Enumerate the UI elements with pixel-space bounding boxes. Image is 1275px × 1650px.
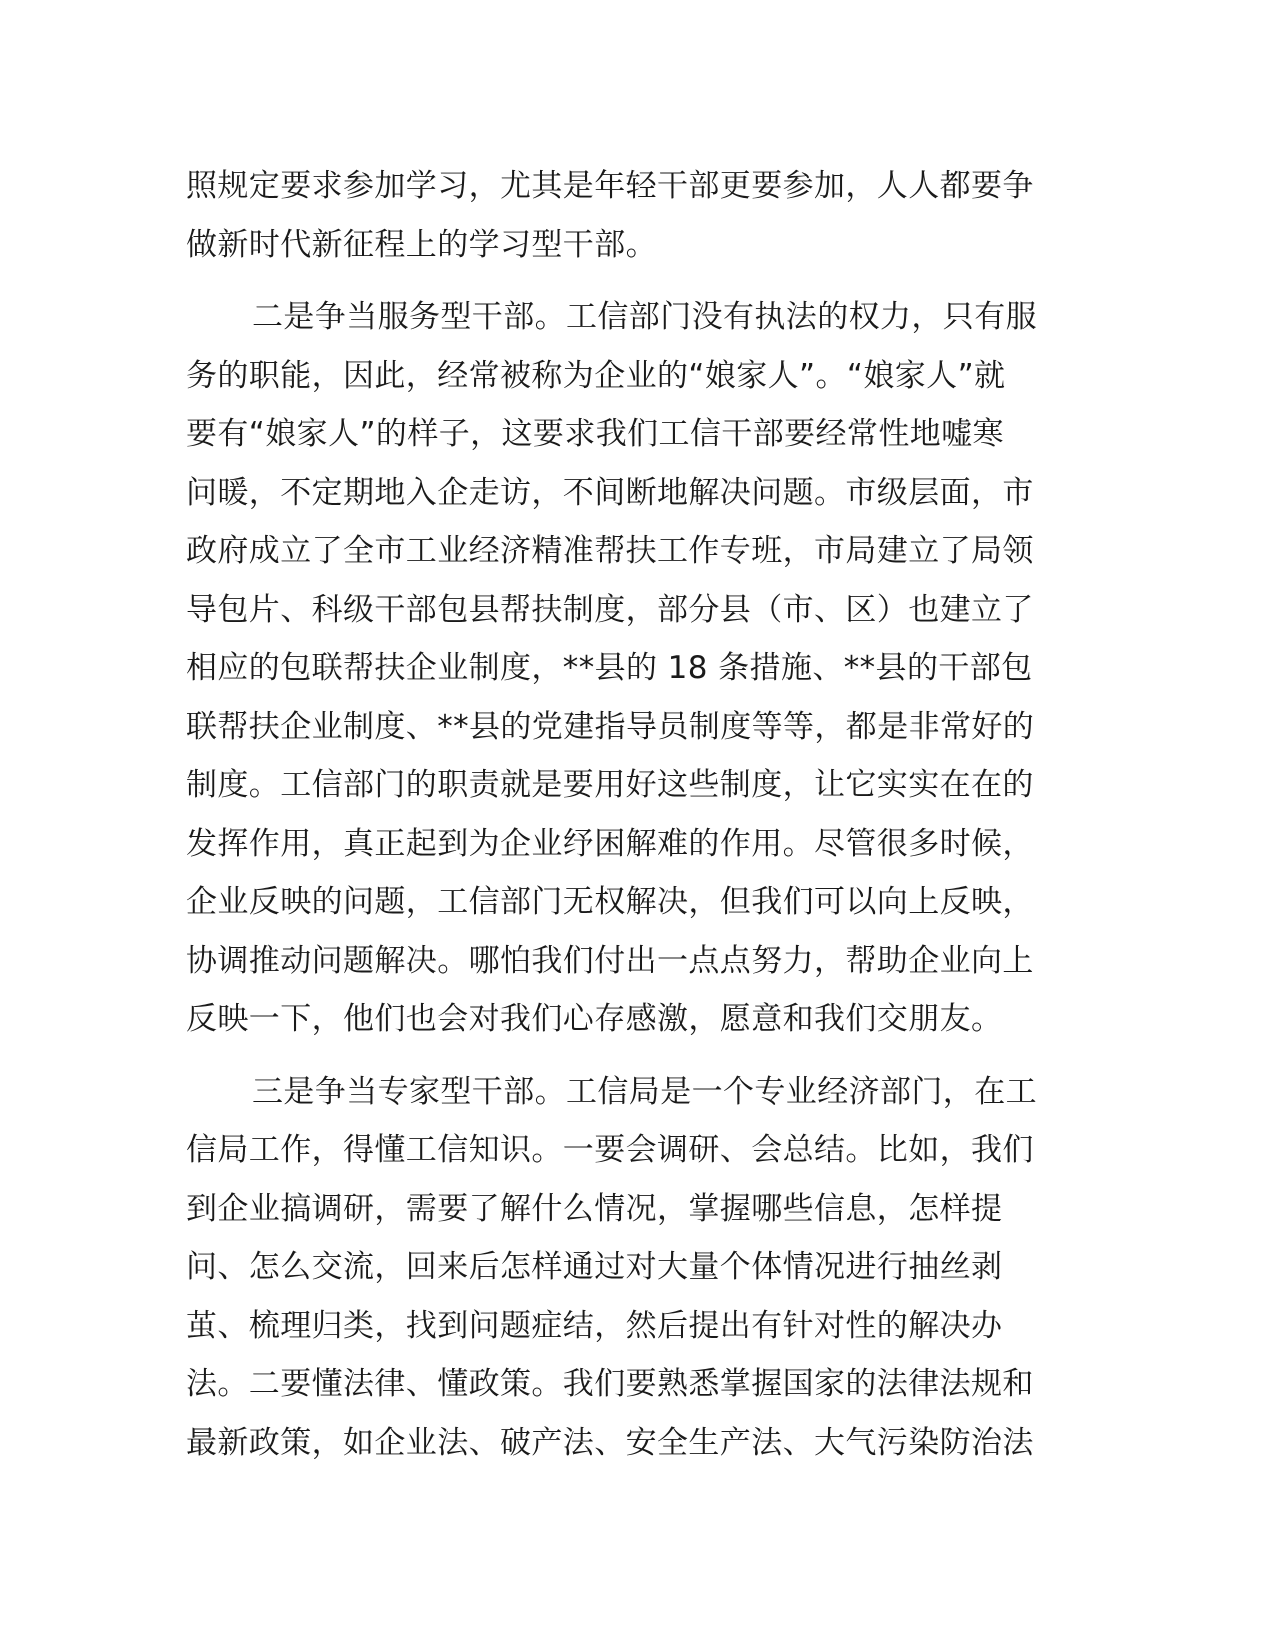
text-line: 企业反映的问题，工信部门无权解决，但我们可以向上反映， (186, 884, 1034, 920)
text-line: 反映一下，他们也会对我们心存感激，愿意和我们交朋友。 (186, 1001, 1003, 1037)
paragraph-1 (186, 157, 1086, 274)
paragraph-spacing (186, 1049, 1086, 1063)
text-line: 相应的包联帮扶企业制度，**县的 18 条措施、**县的干部包 (186, 650, 1033, 686)
text-line: 政府成立了全市工业经济精准帮扶工作专班，市局建立了局领 (186, 533, 1034, 569)
paragraph-2 (186, 288, 1086, 1049)
text-line: 问暖，不定期地入企走访，不间断地解决问题。市级层面，市 (186, 474, 1034, 511)
text-line: 问、怎么交流，回来后怎样通过对大量个体情况进行抽丝剥 (186, 1249, 1003, 1285)
paragraph-3 (186, 1063, 1086, 1473)
paragraph-spacing (186, 274, 1086, 288)
text-line-first: 三是争当专家型干部。工信局是一个专业经济部门，在工 (252, 1073, 1037, 1110)
text-line: 信局工作，得懂工信知识。一要会调研、会总结。比如，我们 (186, 1132, 1034, 1168)
text-line: 做新时代新征程上的学习型干部。 (186, 226, 657, 263)
text-line: 协调推动问题解决。哪怕我们付出一点点努力，帮助企业向上 (186, 942, 1034, 979)
body-text (186, 157, 1086, 1472)
text-line: 导包片、科级干部包县帮扶制度，部分县（市、区）也建立了 (186, 591, 1034, 628)
text-line: 发挥作用，真正起到为企业纾困解难的作用。尽管很多时候， (186, 825, 1034, 862)
text-line: 制度。工信部门的职责就是要用好这些制度，让它实实在在的 (186, 767, 1034, 803)
text-line: 要有“娘家人”的样子，这要求我们工信干部要经常性地嘘寒 (186, 416, 1004, 452)
text-line: 茧、梳理归类，找到问题症结，然后提出有针对性的解决办 (186, 1307, 1003, 1344)
text-line-first: 二是争当服务型干部。工信部门没有执法的权力，只有服 (252, 299, 1037, 335)
text-line: 联帮扶企业制度、**县的党建指导员制度等等，都是非常好的 (186, 708, 1035, 745)
text-line: 法。二要懂法律、懂政策。我们要熟悉掌握国家的法律法规和 (186, 1366, 1034, 1402)
text-line: 务的职能，因此，经常被称为企业的“娘家人”。“娘家人”就 (186, 357, 1006, 394)
text-line: 最新政策，如企业法、破产法、安全生产法、大气污染防治法 (186, 1424, 1034, 1461)
text-line: 照规定要求参加学习，尤其是年轻干部更要参加，人人都要争 (186, 168, 1034, 204)
text-line: 到企业搞调研，需要了解什么情况，掌握哪些信息，怎样提 (186, 1190, 1003, 1227)
